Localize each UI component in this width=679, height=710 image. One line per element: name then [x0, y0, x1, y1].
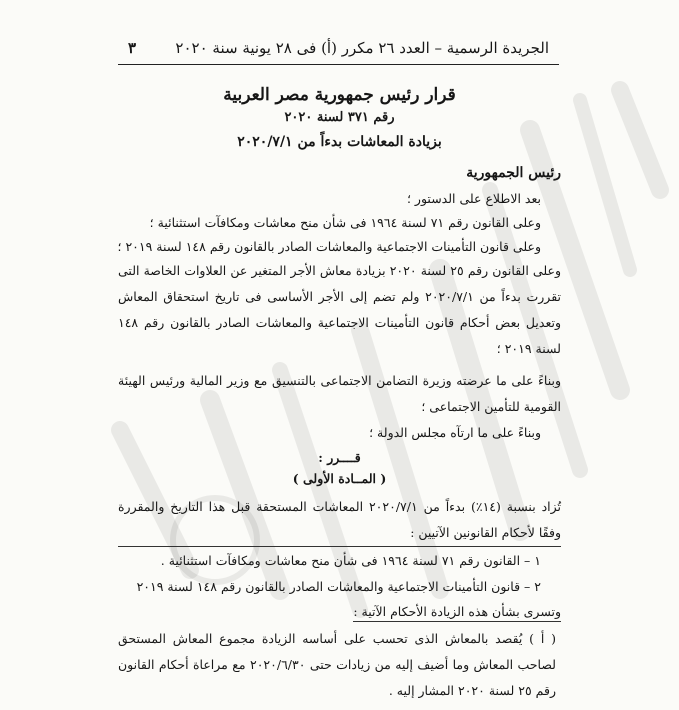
preamble-line-6: وبناءً على ما ارتآه مجلس الدولة ؛: [369, 425, 541, 440]
preamble-paragraph-5: وبناءً على ما عرضته وزيرة التضامن الاجتماعى بالتنسيق مع وزير المالية ورئيس الهيئة القومية للتأمين الاجتماعى ؛: [118, 373, 561, 414]
article-paragraph-a: ( أ ) يُقصد بالمعاش الذى تحسب على أساسه الزيادة مجموع المعاش المستحق لصاحب المعاش وما أضيف إليه من زيادات حتى ٢٠٢٠/٦/٣٠ مع مراعاة أحكام القانون رقم ٢٥ لسنة ٢٠٢٠ المشار إليه .: [118, 631, 556, 698]
article-item-2: ٢ – قانون التأمينات الاجتماعية والمعاشات الصادر بالقانون رقم ١٤٨ لسنة ٢٠١٩: [136, 579, 541, 594]
decision-heading: قــــرر :: [318, 450, 361, 465]
preamble-line-2: وعلى القانون رقم ٧١ لسنة ١٩٦٤ فى شأن منح معاشات ومكافآت استثنائية ؛: [149, 215, 541, 230]
header-divider: [118, 64, 559, 65]
page-number: ٣: [128, 39, 137, 57]
header-text: الجريدة الرسمية – العدد ٢٦ مكرر (أ) فى ٢٨ يونية سنة ٢٠٢٠: [175, 39, 549, 57]
president-heading: رئيس الجمهورية: [466, 165, 561, 181]
preamble-paragraph-4: وعلى القانون رقم ٢٥ لسنة ٢٠٢٠ بزيادة معاش الأجر المتغير عن العلاوات الخاصة التى تقررت بدءاً من ٢٠٢٠/٧/١ ولم تضم إلى الأجر الأساسى فى تاريخ استحقاق المعاش وتعديل بعض أحكام قانون التأمينات الاجتماعية والمعاشات الصادر بالقانون رقم ١٤٨ لسنة ٢٠١٩ ؛: [118, 263, 561, 356]
preamble-line-3: وعلى قانون التأمينات الاجتماعية والمعاشات الصادر بالقانون رقم ١٤٨ لسنة ٢٠١٩ ؛: [117, 239, 541, 254]
preamble-line-1: بعد الاطلاع على الدستور ؛: [406, 191, 541, 206]
decree-subject: بزيادة المعاشات بدءاً من ٢٠٢٠/٧/١: [237, 134, 442, 150]
decree-title: قرار رئيس جمهورية مصر العربية: [223, 85, 456, 105]
article-item-1: ١ – القانون رقم ٧١ لسنة ١٩٦٤ فى شأن منح معاشات ومكافآت استثنائية .: [160, 553, 541, 568]
decree-number: رقم ٣٧١ لسنة ٢٠٢٠: [284, 110, 395, 125]
page-header: [128, 38, 549, 58]
article-provisions-intro: وتسرى بشأن هذه الزيادة الأحكام الآتية :: [353, 603, 561, 622]
article-heading: ( المــادة الأولى ): [292, 471, 387, 486]
article-paragraph-1: تُزاد بنسبة (١٤٪) بدءاً من ٢٠٢٠/٧/١ المعاشات المستحقة قبل هذا التاريخ والمقررة وفقًا لأحكام القانونين الآتيين :: [118, 494, 561, 547]
